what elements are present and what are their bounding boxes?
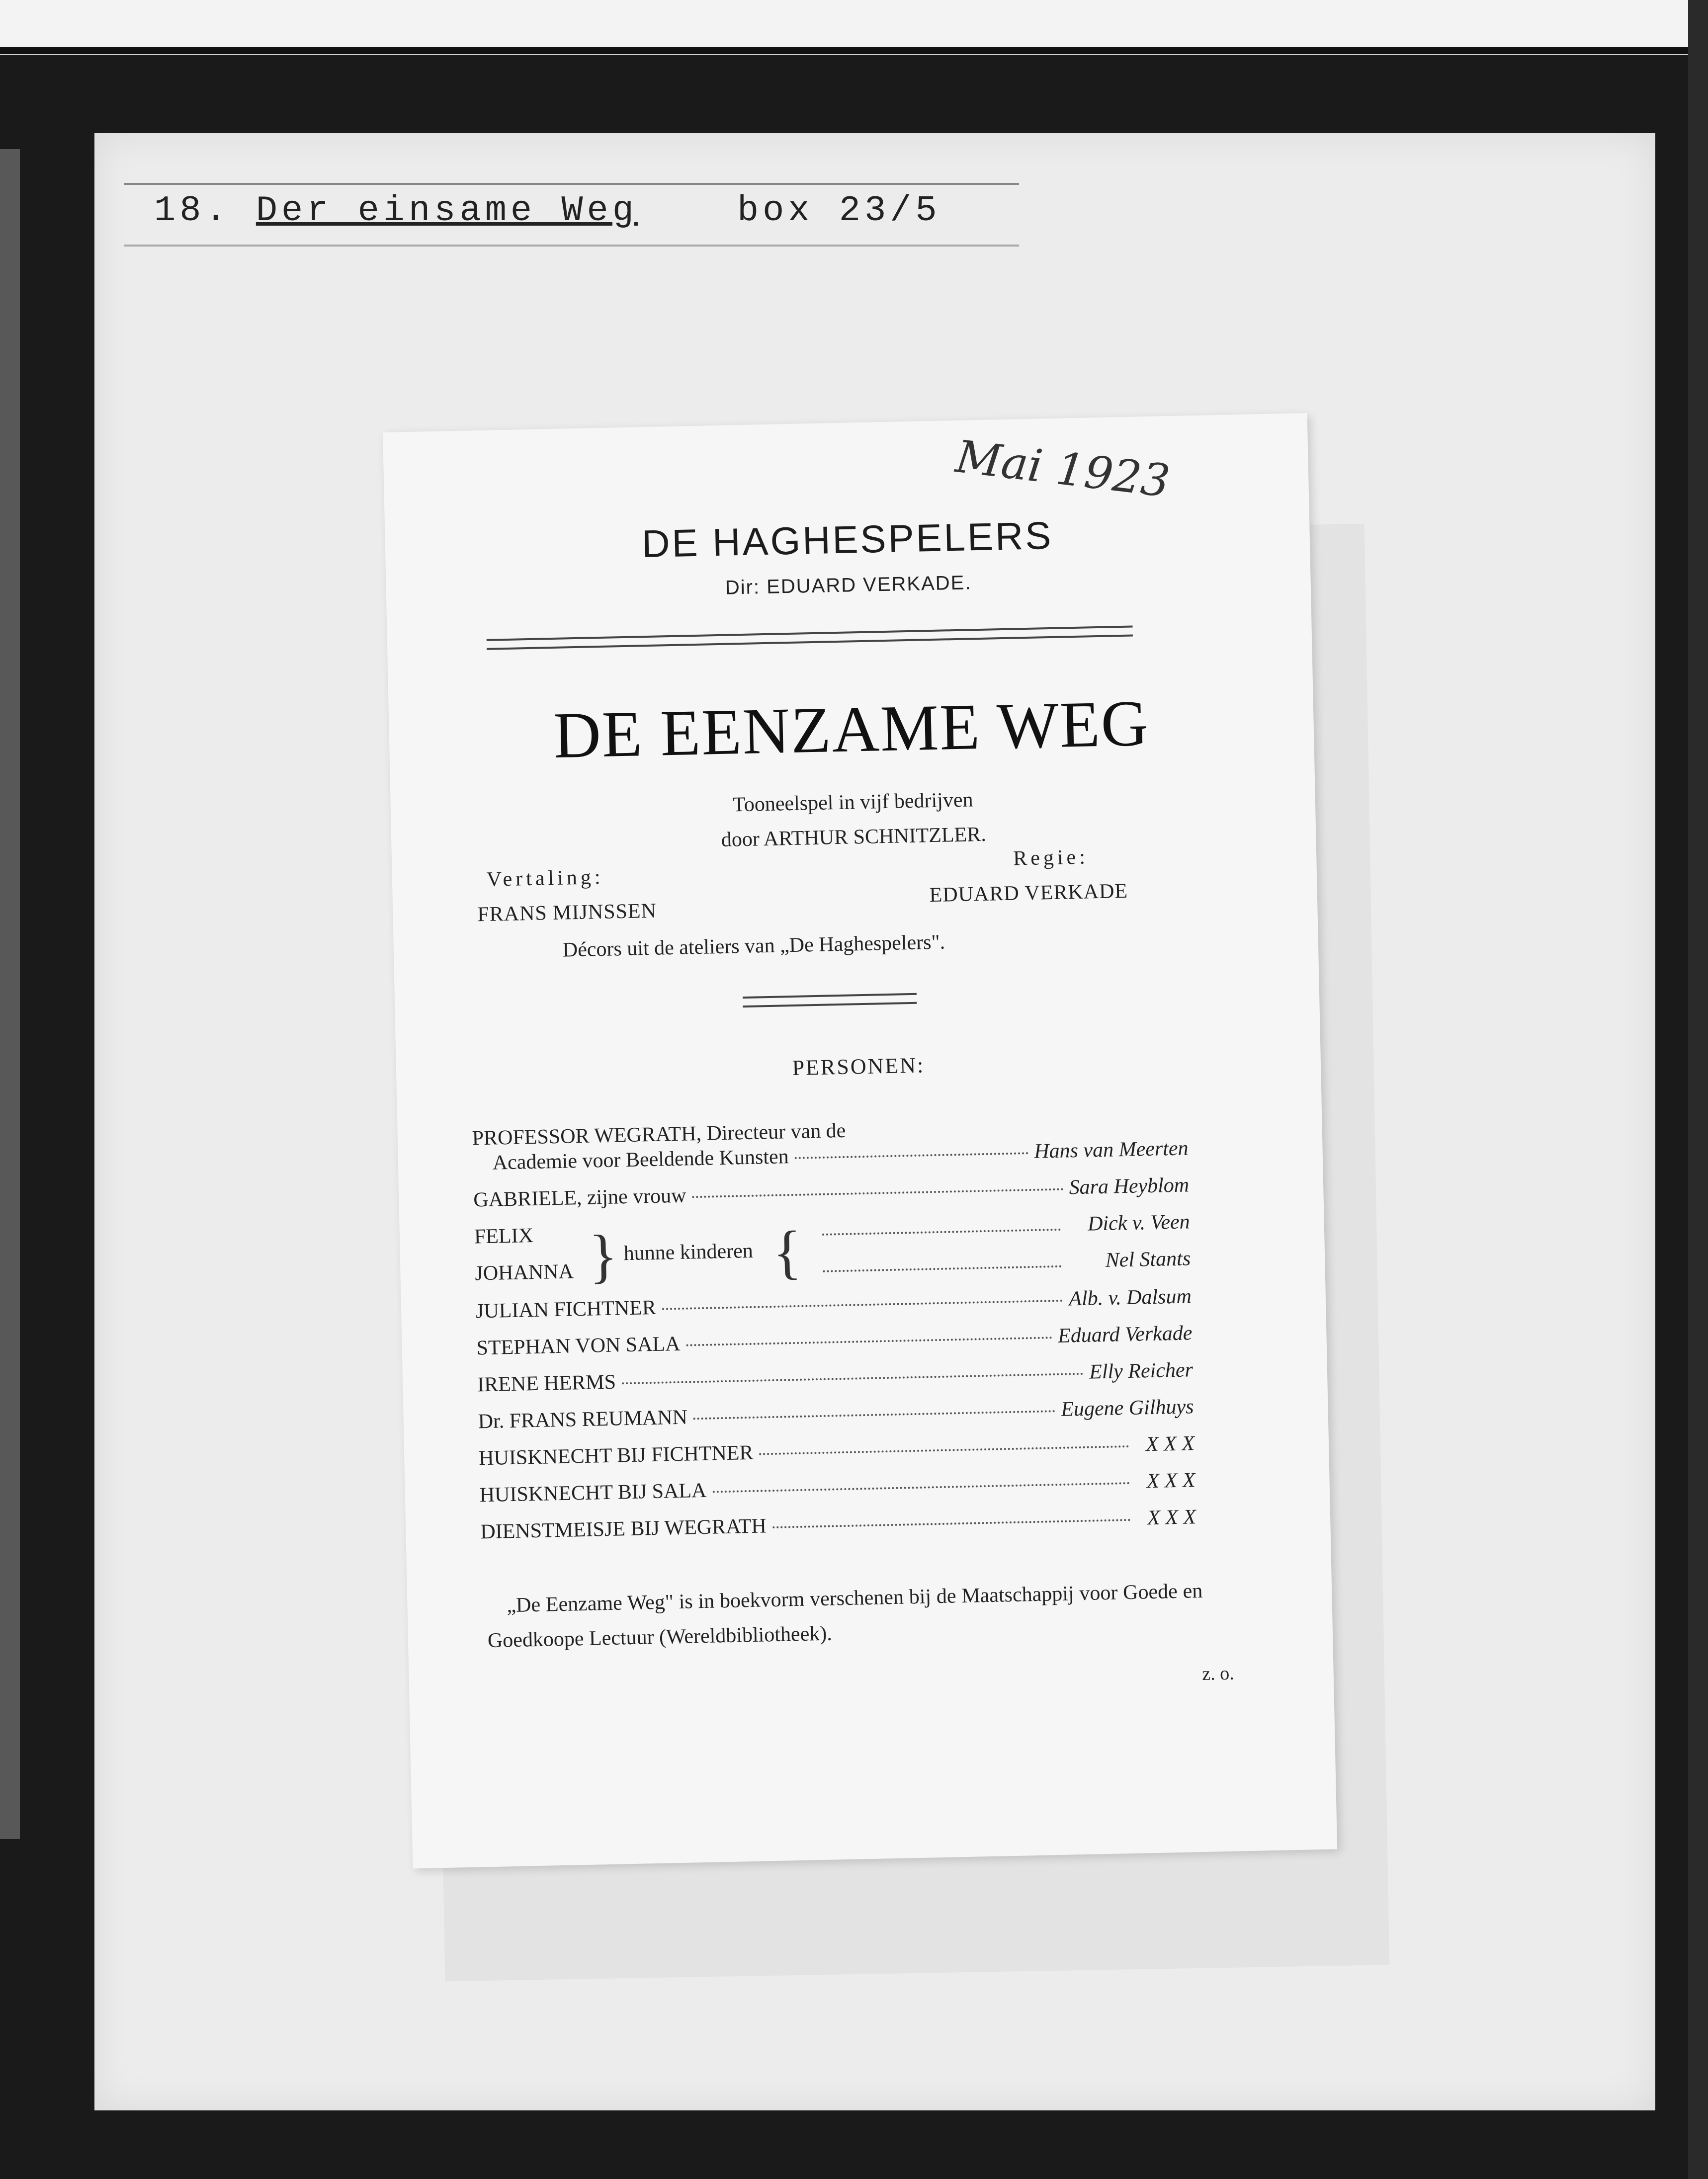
leader-dots (662, 1300, 1063, 1310)
translator-name: FRANS MIJNSSEN (477, 899, 657, 926)
cast-role: HUISKNECHT BIJ FICHTNER (478, 1441, 754, 1470)
handwritten-date: Mai 1923 (953, 430, 1173, 508)
card-box: box 23/5 (737, 190, 941, 231)
cast-role: PROFESSOR WEGRATH, Directeur van de (472, 1119, 846, 1150)
theatre-program (383, 413, 1337, 1868)
play-title: DE EENZAME WEG (552, 686, 1150, 772)
leader-dots (686, 1337, 1052, 1346)
children-description: hunne kinderen (623, 1239, 754, 1265)
leader-dots (772, 1519, 1130, 1528)
company-name: DE HAGHESPELERS (641, 513, 1054, 566)
direction-label: Regie: (1013, 845, 1089, 870)
film-left-edge (0, 149, 20, 1839)
film-top-line (0, 47, 1708, 54)
cast-actor: Alb. v. Dalsum (1068, 1285, 1192, 1311)
cast-actor: X X X (1147, 1506, 1196, 1530)
leader-dots (622, 1373, 1083, 1384)
cast-role: Dr. FRANS REUMANN (478, 1406, 688, 1433)
leader-dots (712, 1482, 1129, 1493)
stage-director-name: EDUARD VERKADE (929, 879, 1128, 907)
cast-list (472, 1111, 1196, 1557)
cast-actor: Dick v. Veen (1087, 1210, 1191, 1236)
index-card-header (154, 190, 941, 231)
card-title: Der einsame Weg (256, 190, 638, 231)
right-brace: { (772, 1218, 802, 1285)
play-genre: Tooneelspel in vijf bedrijven (732, 788, 973, 817)
play-author: door ARTHUR SCHNITZLER. (721, 823, 987, 851)
cast-role: FELIX (474, 1224, 534, 1249)
turn-over-note: z. o. (1201, 1663, 1235, 1685)
leader-dots (822, 1229, 1061, 1236)
double-rule-top (487, 625, 1133, 650)
cast-actor: X X X (1146, 1469, 1196, 1493)
children-group (474, 1210, 1191, 1299)
leader-dots (823, 1265, 1061, 1272)
film-right-edge (1688, 0, 1708, 2179)
leader-dots (795, 1152, 1028, 1159)
cast-role: HUISKNECHT BIJ SALA (479, 1479, 707, 1507)
cast-actor: Hans van Meerten (1033, 1137, 1189, 1163)
cast-role: GABRIELE, zijne vrouw (473, 1184, 686, 1212)
cast-role: DIENSTMEISJE BIJ WEGRATH (480, 1514, 767, 1544)
film-top-band (0, 0, 1708, 55)
cast-actor: Eduard Verkade (1057, 1322, 1193, 1347)
cast-actor: Sara Heyblom (1069, 1173, 1190, 1199)
publication-note: „De Eenzame Weg" is in boekvorm verschenen bij de Maatschappij voor Goede en Goedkoope Lectuur (Wereldbibliotheek). (487, 1579, 1203, 1653)
card-number: 18. (154, 190, 231, 231)
leader-dots (692, 1188, 1063, 1198)
cast-actor: X X X (1145, 1432, 1195, 1456)
double-rule-middle (743, 993, 917, 1007)
leader-dots (693, 1410, 1055, 1420)
cast-role: Academie voor Beeldende Kunsten (492, 1145, 789, 1174)
company-director: Dir: EDUARD VERKADE. (725, 572, 972, 599)
cast-role: JOHANNA (475, 1260, 574, 1285)
cast-actor: Nel Stants (1105, 1247, 1191, 1272)
leader-dots (759, 1445, 1129, 1455)
decors-credit: Décors uit de ateliers van „De Haghespelers". (562, 930, 945, 962)
cast-heading: PERSONEN: (792, 1053, 925, 1081)
cast-role: STEPHAN VON SALA (476, 1332, 681, 1360)
left-brace: } (588, 1222, 618, 1289)
cast-role: JULIAN FICHTNER (475, 1296, 657, 1323)
translation-label: Vertaling: (486, 865, 604, 891)
cast-actor: Eugene Gilhuys (1060, 1395, 1194, 1421)
cast-role: IRENE HERMS (477, 1370, 616, 1397)
cast-actor: Elly Reicher (1089, 1358, 1194, 1384)
